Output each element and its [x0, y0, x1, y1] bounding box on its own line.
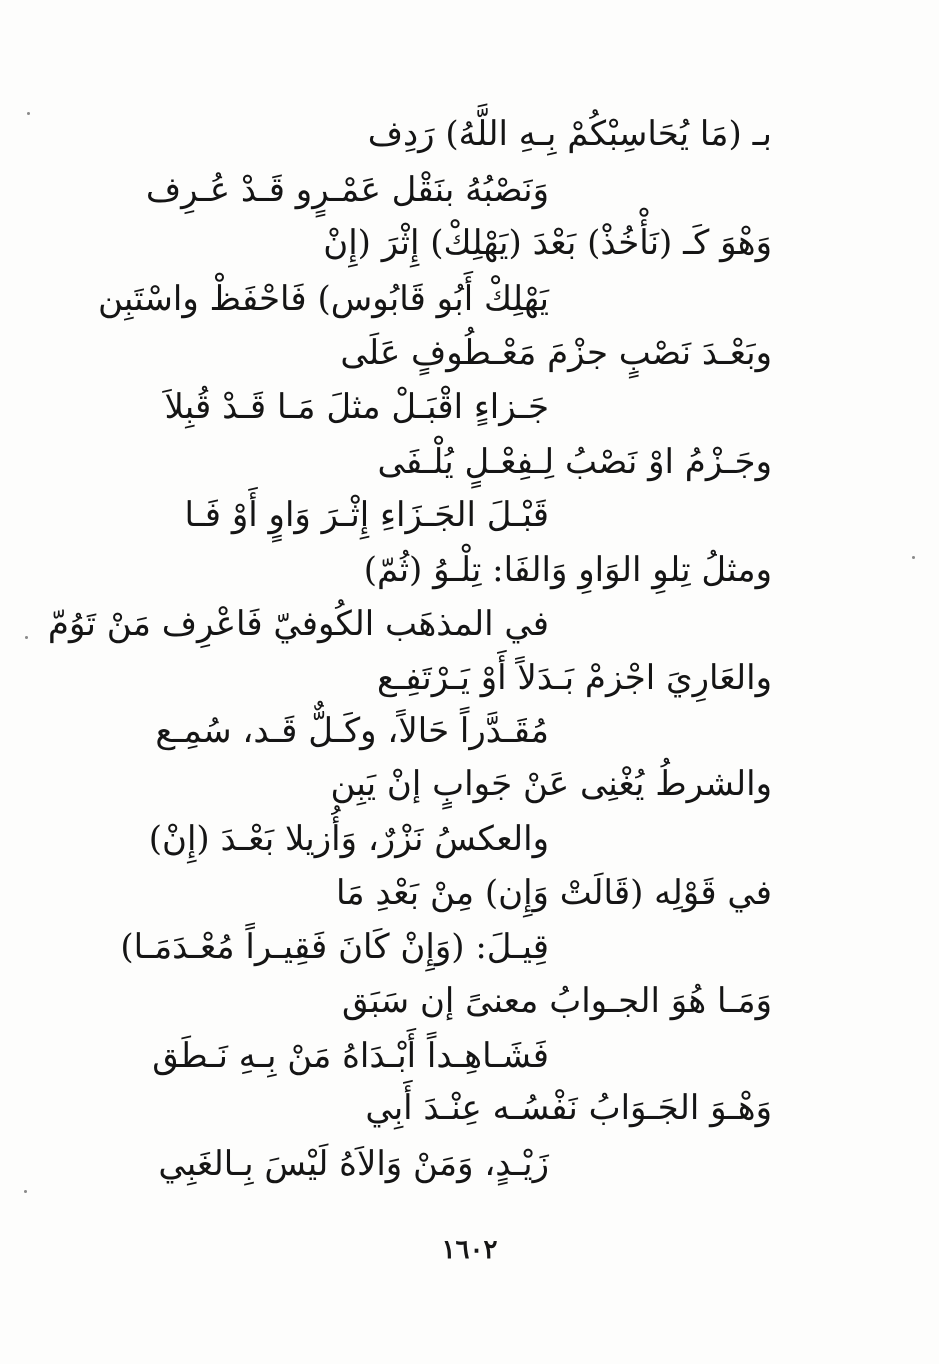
verse-line: قَبْـلَ الجَـزَاءِ إِثْـرَ وَاوٍ أَوْ فَـا	[184, 495, 549, 535]
verse-line: والشرطُ يُغْنِى عَنْ جَوابٍ إنْ يَبِن	[330, 764, 772, 804]
verse-line: والعَارِيَ اجْزمْ بَـدَلاً أَوْ يَـرْتَفِـع	[377, 658, 772, 698]
verse-line: في المذهَب الكُوفيّ فَاعْرِف مَنْ تَوُمّ	[47, 604, 549, 644]
verse-line: زَيْـدٍ، وَمَنْ وَالاَهُ لَيْسَ بِـالغَبِي	[158, 1144, 549, 1184]
paper-speck	[912, 556, 915, 559]
verse-line: وَهْـوَ الجَـوَابُ نَفْسُـه عِنْـدَ أَبِي	[365, 1088, 772, 1128]
verse-line: بـ (مَا يُحَاسِبْكُمْ بِـهِ اللَّهُ) رَدِف	[367, 114, 772, 154]
verse-line: مُقَـدَّراً حَالاً، وكَـلٌّ قَـد، سُمِـع	[155, 711, 549, 751]
paper-speck	[25, 636, 28, 639]
verse-line: يَهْلِكْ أَبُو قَابُوس) فَاحْفَظْ واسْتَبِن	[97, 279, 549, 319]
verse-line: ومثلُ تِلوِ الوَاوِ وَالفَا: تِلْـوُ (ثُمّ)	[363, 550, 772, 590]
verse-line: والعكسُ نَزْرٌ، وَأُزيلا بَعْـدَ (إِنْ)	[148, 819, 549, 859]
verse-line: قِيـلَ: (وَإِنْ كَانَ فَقِيـراً مُعْـدَمَـا)	[120, 927, 549, 967]
page-number: ١٦٠٢	[441, 1235, 498, 1265]
verse-line: في قَوْلِه (قَالَتْ وَإِن) مِنْ بَعْدِ مَا	[336, 873, 772, 913]
verse-line: وجَـزْمُ اوْ نَصْبُ لِـفِعْـلٍ يُلْـفَى	[377, 442, 772, 482]
verse-line: وبَعْـدَ نَصْبٍ جزْمَ مَعْـطُوفٍ عَلَى	[340, 333, 772, 373]
paper-speck	[24, 1190, 27, 1193]
verse-line: وَنَصْبُهُ بنَقْل عَمْـرٍو قَـدْ عُـرِف	[145, 170, 549, 210]
paper-speck	[27, 112, 30, 115]
verse-line: جَـزاءٍ اقْبَـلْ مثلَ مَـا قَـدْ قُبِلاَ	[164, 387, 549, 427]
verse-line: وَهْوَ كَـ (نَأْخُذْ) بَعْدَ (يَهْلِكْ) إِثْرَ (إِنْ	[323, 223, 772, 263]
verse-line: فَشَـاهِـداً أَبْـدَاهُ مَنْ بِـهِ نَـطَق	[152, 1036, 549, 1076]
verse-line: وَمَـا هُوَ الجـوابُ معنىً إن سَبَق	[342, 981, 772, 1021]
